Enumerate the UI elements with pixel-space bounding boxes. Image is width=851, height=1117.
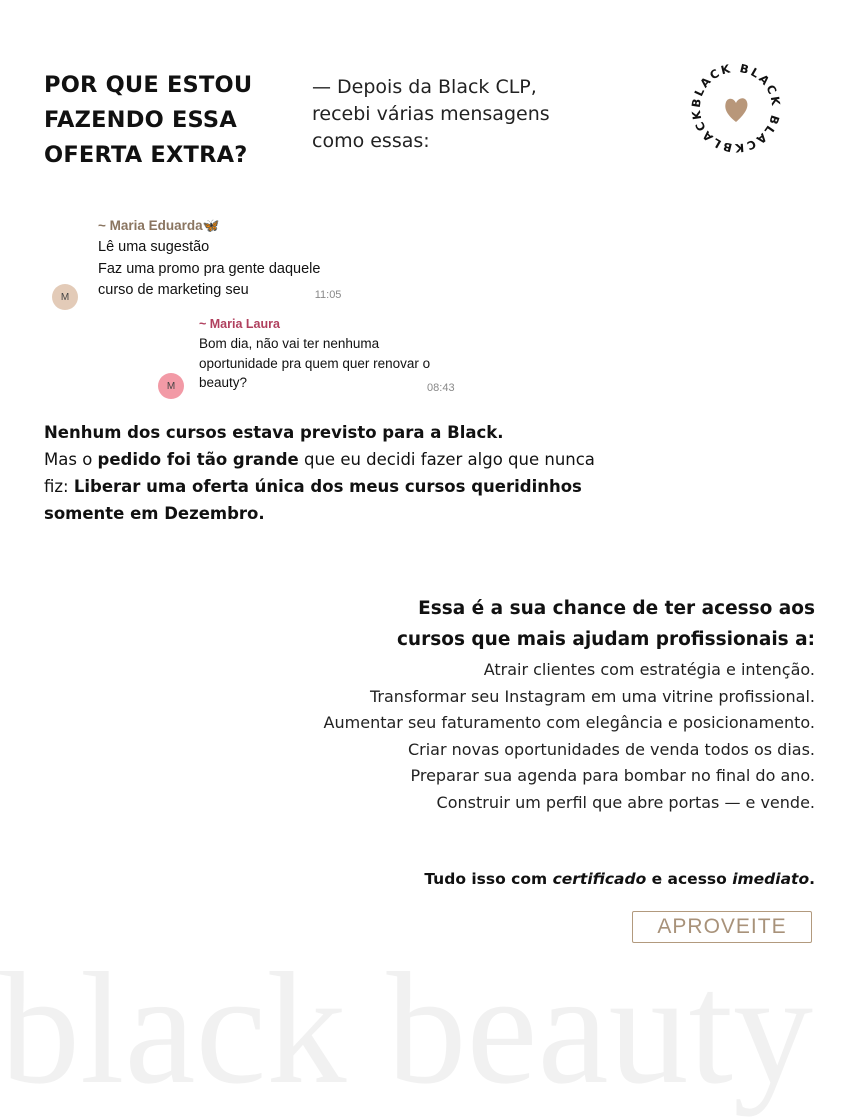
chat-message: Lê uma sugestão Faz uma promo pra gente daquele curso de marketing seu 11:05: [98, 237, 341, 307]
black-badge-logo: [688, 60, 784, 156]
list-item: Preparar sua agenda para bombar no final do ano.: [410, 766, 815, 785]
offer-section: [324, 593, 815, 816]
logo-ring-text: BLACK BLACK BLACKBLACK: [688, 60, 784, 156]
page-title: POR QUE ESTOU FAZENDO ESSA OFERTA EXTRA?: [44, 72, 253, 168]
watermark-text: black beauty: [0, 939, 813, 1117]
butterfly-icon: 🦋: [202, 218, 220, 233]
list-item: Aumentar seu faturamento com elegância e posicionamento.: [323, 713, 815, 732]
intro-text: — Depois da Black CLP, recebi várias mensagens como essas:: [312, 76, 550, 152]
list-item: Criar novas oportunidades de venda todos os dias.: [407, 739, 815, 759]
avatar: M: [52, 284, 78, 310]
chat-sender-name: ~ Maria Eduarda🦋: [98, 218, 220, 233]
explanation-paragraph: Nenhum dos cursos estava previsto para a Black. Mas o pedido foi tão grande que eu decidi fazer algo que nunca fiz: Liberar uma oferta única dos meus cursos queridinhos somente em Dezembro.: [44, 423, 595, 523]
chat-message: Bom dia, não vai ter nenhuma oportunidade pra quem quer renovar o beauty? 08:43: [199, 334, 455, 399]
list-item: Transformar seu Instagram em uma vitrine profissional.: [370, 686, 815, 706]
heart-icon: [725, 98, 747, 122]
aproveite-button[interactable]: APROVEITE: [632, 911, 812, 943]
offer-heading: Essa é a sua chance de ter acesso aos cursos que mais ajudam profissionais a:: [396, 598, 815, 650]
chat-time: 11:05: [314, 289, 342, 301]
list-item: Atrair clientes com estratégia e intenção.: [483, 660, 815, 679]
closing-line: Tudo isso com certificado e acesso imediato.: [424, 870, 815, 888]
avatar: M: [158, 373, 184, 399]
chat-sender-name: ~ Maria Laura: [199, 317, 280, 331]
list-item: Construir um perfil que abre portas — e vende.: [436, 792, 815, 812]
chat-time: 08:43: [427, 382, 455, 394]
benefits-list: [324, 657, 815, 816]
